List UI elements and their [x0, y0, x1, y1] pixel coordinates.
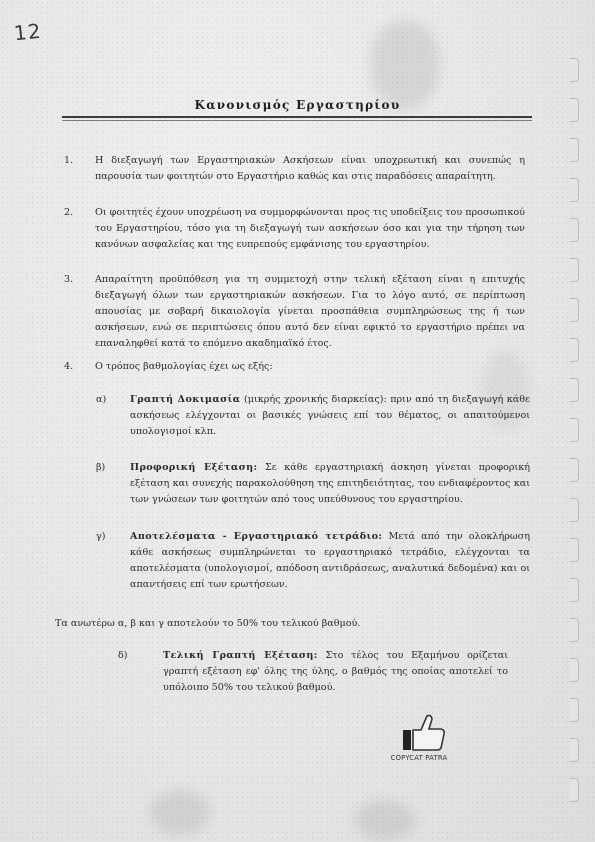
item-number: 1. — [64, 155, 74, 166]
binder-hole — [570, 418, 579, 442]
subitem-heading: Αποτελέσματα - Εργαστηριακό τετράδιο: — [130, 531, 383, 542]
title-underline — [62, 116, 532, 118]
subitem-lab-notebook — [130, 529, 530, 593]
scan-stain — [150, 790, 210, 835]
binder-hole — [570, 298, 579, 322]
binder-hole — [570, 378, 579, 402]
rule-item-3: Απαραίτητη προϋπόθεση για τη συμμετοχή στην τελική εξέταση είναι η επιτυχής διεξαγωγή όλων των εργαστηριακών ασκήσεων. Για το λόγο αυτό, σε περίπτωση απουσίας με σοβαρή δικαιολογία γίνεται προσπάθεια συμπληρώσεως της ή των ασκήσεων, ενώ σε περιπτώσεις όπου αυτό δεν είναι εφικτό το εργαστήριο πρέπει να επαναληφθεί κατά το επόμενο ακαδημαϊκό έτος. — [95, 274, 525, 349]
binder-hole — [570, 98, 579, 122]
scan-stain — [355, 800, 415, 840]
subitem-written-test — [130, 392, 530, 440]
stamp-label: COPYCAT PATRA — [390, 754, 448, 762]
rule-item-2: Οι φοιτητές έχουν υποχρέωση να συμμορφώνονται προς τις υποδείξεις του προσωπικού του Εργαστηρίου, τόσο για τη διεξαγωγή των ασκήσεων όσο και για την τήρηση των κανόνων ασφαλείας και της ευπρεπούς εμφάνισης του εργαστηρίου. — [95, 207, 525, 250]
binder-hole — [570, 738, 579, 762]
binder-hole — [570, 58, 579, 82]
item-number: 2. — [64, 207, 74, 218]
scan-stain — [370, 20, 440, 110]
subitem-text: (μικρής χρονικής διαρκείας): πριν από τη διεξαγωγή κάθε ασκήσεως ελέγχονται οι βασικές γνώσεις επί του θέματος, οι απαιτούμενοι υπολογισμοί κλπ. — [130, 394, 530, 437]
binder-hole — [570, 498, 579, 522]
binder-hole — [570, 458, 579, 482]
summary-line: Τα ανωτέρω α, β και γ αποτελούν το 50% του τελικού βαθμού. — [55, 618, 361, 629]
binder-hole — [570, 618, 579, 642]
subitem-text: Μετά από την ολοκλήρωση κάθε ασκήσεως συμπληρώνεται το εργαστηριακό τετράδιο, ελέγχονται τα αποτελέσματα (υπολογισμοί, απόδοση αντιδράσεως, αναλυτικά δεδομένα) και οι απαντήσεις επί των ερωτήσεων. — [130, 531, 530, 590]
binder-hole — [570, 138, 579, 162]
binder-hole — [570, 698, 579, 722]
title-underline-secondary — [62, 120, 532, 121]
subitem-letter: δ) — [118, 650, 128, 661]
subitem-letter: γ) — [96, 531, 106, 542]
binder-hole — [570, 578, 579, 602]
binder-hole — [570, 778, 579, 802]
subitem-text: Στο τέλος του Εξαμήνου ορίζεται γραπτή εξέταση εφ' όλης της ύλης, ο βαθμός της οποίας αποτελεί το υπόλοιπο 50% του τελικού βαθμού. — [163, 650, 508, 693]
subitem-heading: Προφορική Εξέταση: — [130, 462, 258, 473]
binder-hole — [570, 178, 579, 202]
binder-hole — [570, 338, 579, 362]
rule-item-1: Η διεξαγωγή των Εργαστηριακών Ασκήσεων είναι υποχρεωτική και συνεπώς η παρουσία των φοιτητών στο Εργαστήριο καθώς και στις παραδόσεις απαραίτητη. — [95, 155, 525, 182]
subitem-letter: α) — [96, 394, 107, 405]
page-title: Κανονισμός Εργαστηρίου — [194, 98, 401, 112]
subitem-final-exam — [163, 648, 508, 696]
binder-hole — [570, 538, 579, 562]
subitem-letter: β) — [96, 462, 106, 473]
subitem-heading: Τελική Γραπτή Εξέταση: — [163, 650, 318, 661]
subitem-text: Σε κάθε εργαστηριακή άσκηση γίνεται προφορική εξέταση και συνεχής παρακολούθηση της επιτηδειότητας, του ενδιαφέροντος και των γνώσεων των φοιτητών από τους υπεύθυνους του εργαστηρίου. — [130, 462, 530, 505]
handwritten-page-number: 12 — [12, 18, 43, 46]
binder-hole — [570, 218, 579, 242]
item-number: 3. — [64, 274, 74, 285]
binder-hole — [570, 258, 579, 282]
item-number: 4. — [64, 361, 74, 372]
subitem-heading: Γραπτή Δοκιμασία — [130, 394, 241, 405]
binder-hole — [570, 658, 579, 682]
thumbs-up-icon — [383, 712, 453, 754]
rule-item-4: Ο τρόπος βαθμολογίας έχει ως εξής: — [95, 361, 273, 372]
subitem-oral-exam — [130, 460, 530, 508]
